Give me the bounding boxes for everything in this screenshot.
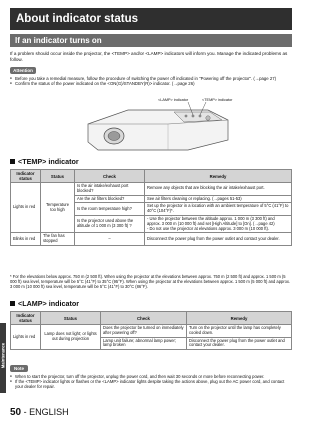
attention-list: [10, 76, 292, 87]
table-row: [11, 325, 292, 338]
indicator-status-cell: Lights in red: [11, 183, 41, 233]
temp-callout-label: <TEMP> indicator: [202, 98, 233, 102]
status-cell: Lamp does not light; or lights out during projection: [41, 325, 101, 350]
note-badge: Note: [10, 365, 28, 372]
indicator-status-cell: Lights in red: [11, 325, 41, 350]
projector-diagram: [78, 98, 238, 152]
check-cell: Are the air filters blocked?: [75, 195, 145, 203]
remedy-cell: - Use the projector between the altitude approx. 1 000 m (3 300 ft) and approx. 3 000 m (10 000 ft) and set [High Altitude] to [On]. (→page 42) - Do not use the projector at elevations approx. 3 000 m (10 000 ft).: [145, 215, 292, 232]
temperature-footnote: * For the elevations below approx. 750 m (2 500 ft). When using the projector at the elevations between approx. 750 m (2 500 ft) and approx. 1 500 m (5 000 ft) sea level, temperature will be 5°C (41°F) to 35°C (95°F). When using the projector at the elevations between approx. 1 500 m (5 000 ft) and approx. 3 000 m (10 000 ft) sea level, temperature will be 5°C (41°F) to 30°C (86°F).: [10, 274, 291, 289]
attention-item: ● Confirm the status of the power indicated on the <ON(G)/STANDBY(R)> indicator. (→page 26): [10, 81, 292, 86]
note-list: [10, 374, 292, 389]
intro-text: If a problem should occur inside the projector, the <TEMP> and/or <LAMP> indicators will inform you. Manage the indicated problems as follow.: [10, 51, 288, 62]
check-cell: Is the air intake/exhaust port blocked?: [75, 183, 145, 196]
side-tab-maintenance: Maintenance: [0, 323, 6, 393]
check-cell: Is the room temperature high?: [75, 203, 145, 216]
remedy-cell: Remove any objects that are blocking the air intake/exhaust port.: [145, 183, 292, 196]
check-cell: Does the projector be turned on immediately after powering off?: [101, 325, 187, 338]
attention-item: ● Before you take a remedial measure, follow the procedure of switching the power off indicated in "Powering off the projector". (→page 27): [10, 76, 292, 81]
check-cell: Is the projector used above the altitude of 1 000 m (3 300 ft) ?: [75, 215, 145, 232]
status-cell: The fan has stopped: [41, 233, 75, 246]
indicator-status-cell: Blinks in red: [11, 233, 41, 246]
status-cell: Temperature too high: [41, 183, 75, 233]
remedy-cell: Set up the projector in a location with an ambient temperature of 5°C (41°F) to 40°C (104°F)*.: [145, 203, 292, 216]
page-title: About indicator status: [10, 8, 292, 30]
table-header-row: Indicator status Status Check Remedy: [11, 170, 292, 183]
attention-badge: Attention: [10, 67, 36, 74]
remedy-cell: See air filters cleaning or replacing. (→pages 51-53): [145, 195, 292, 203]
remedy-cell: Disconnect the power plug from the power outlet and contact your dealer.: [145, 233, 292, 246]
projector-illustration: [78, 98, 238, 152]
square-bullet-icon: [10, 301, 15, 306]
remedy-cell: Disconnect the power plug from the power outlet and contact your dealer.: [187, 337, 292, 350]
lamp-heading: <LAMP> indicator: [10, 299, 79, 308]
square-bullet-icon: [10, 159, 15, 164]
check-cell: –: [75, 233, 145, 246]
table-row: [11, 233, 292, 246]
remedy-cell: Turn on the projector until the lamp has completely cooled down.: [187, 325, 292, 338]
lamp-indicator-table: [10, 311, 292, 350]
table-row: [11, 183, 292, 196]
lamp-callout-label: <LAMP> indicator: [158, 98, 189, 102]
table-header-row: Indicator status Status Check Remedy: [11, 312, 292, 325]
note-item: ● When to start the projector, turn off the projector, unplug the power cord, and then wait 30 seconds or more before reconnecting power.: [10, 374, 292, 379]
temp-indicator-table: [10, 169, 292, 246]
check-cell: Lamp unit failure; abnormal lamp power; lamp broken: [101, 337, 187, 350]
temp-heading: <TEMP> indicator: [10, 157, 79, 166]
note-item: ● If the <TEMP> indicator lights or flashes or the <LAMP> indicator lights despite taking the actions above, plug out the AC power cord, and contact your dealer for repair.: [10, 379, 292, 389]
page-number: 50 - ENGLISH: [10, 407, 69, 418]
section-title: If an indicator turns on: [10, 34, 292, 47]
